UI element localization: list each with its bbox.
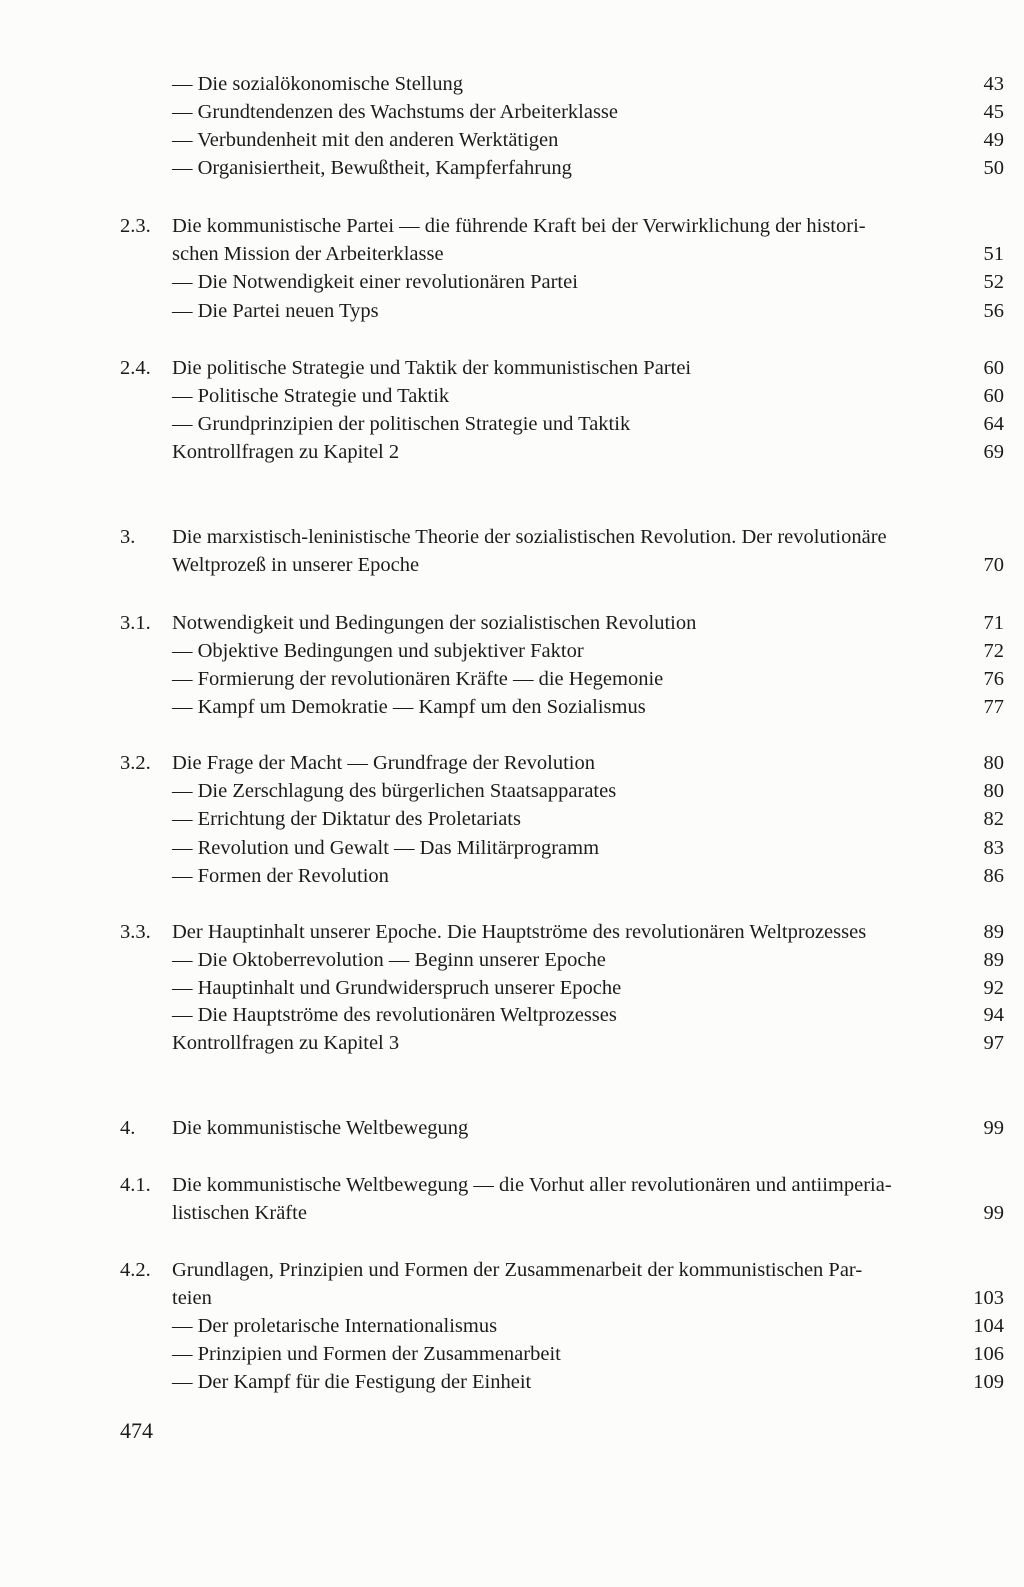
- entry-title: — Organisiertheit, Bewußtheit, Kampferfahrung: [172, 157, 572, 179]
- toc-entry: [0, 240, 1024, 268]
- entry-page: 70: [983, 554, 1004, 576]
- entry-title: — Prinzipien und Formen der Zusammenarbeit: [172, 1343, 561, 1365]
- toc-entry: [0, 523, 1024, 551]
- entry-title: — Die Partei neuen Typs: [172, 300, 379, 322]
- toc-entry: [0, 693, 1024, 721]
- toc-entry: [0, 1001, 1024, 1029]
- entry-page: 106: [973, 1343, 1004, 1365]
- toc-entry: [0, 438, 1024, 466]
- entry-title: schen Mission der Arbeiterklasse: [172, 243, 444, 265]
- entry-page: 60: [983, 385, 1004, 407]
- toc-entry: [0, 382, 1024, 410]
- entry-title: listischen Kräfte: [172, 1202, 307, 1224]
- toc-entry: [0, 749, 1024, 777]
- toc-entry: [0, 918, 1024, 946]
- entry-title: — Errichtung der Diktatur des Proletariats: [172, 808, 521, 830]
- entry-page: 52: [983, 271, 1004, 293]
- toc-entry: [0, 805, 1024, 833]
- entry-title: — Der Kampf für die Festigung der Einheit: [172, 1371, 532, 1393]
- toc-entry: [0, 665, 1024, 693]
- toc-entry: [0, 862, 1024, 890]
- section-number: 3.2.: [120, 752, 151, 774]
- section-number: 4.2.: [120, 1259, 151, 1281]
- entry-title: — Formierung der revolutionären Kräfte — die Hegemonie: [172, 668, 664, 690]
- entry-page: 80: [983, 752, 1004, 774]
- section-number: 4.1.: [120, 1174, 151, 1196]
- toc-entry: [0, 268, 1024, 296]
- toc-entry: [0, 1114, 1024, 1142]
- toc-entry: [0, 154, 1024, 182]
- toc-entry: [0, 777, 1024, 805]
- toc-entry: [0, 297, 1024, 325]
- entry-page: 80: [983, 780, 1004, 802]
- toc-entry: [0, 354, 1024, 382]
- toc-entry: [0, 126, 1024, 154]
- entry-title: — Objektive Bedingungen und subjektiver Faktor: [172, 640, 584, 662]
- entry-title: — Die Notwendigkeit einer revolutionären Partei: [172, 271, 578, 293]
- toc-entry: [0, 1256, 1024, 1284]
- entry-title: Weltprozeß in unserer Epoche: [172, 554, 420, 576]
- toc-entry: [0, 834, 1024, 862]
- toc-entry: [0, 1029, 1024, 1057]
- entry-page: 56: [983, 300, 1004, 322]
- entry-title: — Revolution und Gewalt — Das Militärprogramm: [172, 837, 600, 859]
- entry-title: Grundlagen, Prinzipien und Formen der Zusammenarbeit der kommunistischen Par-: [172, 1259, 863, 1281]
- entry-page: 89: [983, 949, 1004, 971]
- entry-page: 51: [983, 243, 1004, 265]
- toc-entry: [0, 1171, 1024, 1199]
- entry-page: 99: [983, 1117, 1004, 1139]
- toc-entry: [0, 1312, 1024, 1340]
- toc-entry: [0, 1199, 1024, 1227]
- section-number: 4.: [120, 1117, 136, 1139]
- entry-title: — Grundtendenzen des Wachstums der Arbeiterklasse: [172, 101, 618, 123]
- entry-page: 94: [983, 1004, 1004, 1026]
- entry-title: teien: [172, 1287, 212, 1309]
- entry-page: 72: [983, 640, 1004, 662]
- entry-title: — Politische Strategie und Taktik: [172, 385, 450, 407]
- page-number: 474: [120, 1418, 153, 1443]
- toc-entry: [0, 637, 1024, 665]
- entry-title: Die marxistisch-leninistische Theorie der sozialistischen Revolution. Der revolutionäre: [172, 526, 887, 548]
- entry-title: — Verbundenheit mit den anderen Werktätigen: [172, 129, 559, 151]
- entry-page: 86: [983, 865, 1004, 887]
- entry-page: 43: [983, 73, 1004, 95]
- section-number: 2.4.: [120, 357, 151, 379]
- entry-page: 89: [983, 921, 1004, 943]
- entry-title: — Die Zerschlagung des bürgerlichen Staatsapparates: [172, 780, 617, 802]
- entry-page: 60: [983, 357, 1004, 379]
- entry-page: 104: [973, 1315, 1004, 1337]
- toc-entry: [0, 410, 1024, 438]
- section-number: 3.: [120, 526, 136, 548]
- entry-title: — Hauptinhalt und Grundwiderspruch unserer Epoche: [172, 977, 622, 999]
- entry-title: Die kommunistische Weltbewegung — die Vorhut aller revolutionären und antiimperia-: [172, 1174, 892, 1196]
- toc-entry: [0, 98, 1024, 126]
- toc-entry: [0, 212, 1024, 240]
- entry-title: — Die Hauptströme des revolutionären Weltprozesses: [172, 1004, 617, 1026]
- entry-page: 77: [983, 696, 1004, 718]
- entry-title: Der Hauptinhalt unserer Epoche. Die Hauptströme des revolutionären Weltprozesses: [172, 921, 867, 943]
- toc-entry: [0, 70, 1024, 98]
- entry-title: — Die Oktoberrevolution — Beginn unserer Epoche: [172, 949, 606, 971]
- toc-entry: [0, 974, 1024, 1002]
- entry-page: 83: [983, 837, 1004, 859]
- toc-entry: [0, 609, 1024, 637]
- section-number: 3.3.: [120, 921, 151, 943]
- toc-entry: [0, 946, 1024, 974]
- entry-title: — Grundprinzipien der politischen Strategie und Taktik: [172, 413, 631, 435]
- entry-page: 76: [983, 668, 1004, 690]
- entry-page: 49: [983, 129, 1004, 151]
- toc-entry: [0, 1368, 1024, 1396]
- entry-page: 69: [983, 441, 1004, 463]
- entry-page: 82: [983, 808, 1004, 830]
- entry-page: 99: [983, 1202, 1004, 1224]
- entry-title: Kontrollfragen zu Kapitel 3: [172, 1032, 400, 1054]
- entry-page: 71: [983, 612, 1004, 634]
- entry-title: — Der proletarische Internationalismus: [172, 1315, 498, 1337]
- entry-title: — Kampf um Demokratie — Kampf um den Sozialismus: [172, 696, 646, 718]
- toc-entry: [0, 1340, 1024, 1368]
- entry-page: 97: [983, 1032, 1004, 1054]
- toc-entry: [0, 551, 1024, 579]
- entry-title: — Formen der Revolution: [172, 865, 389, 887]
- entry-title: — Die sozialökonomische Stellung: [172, 73, 463, 95]
- entry-page: 45: [983, 101, 1004, 123]
- entry-title: Die kommunistische Weltbewegung: [172, 1117, 469, 1139]
- section-number: 2.3.: [120, 215, 151, 237]
- entry-page: 109: [973, 1371, 1004, 1393]
- entry-page: 92: [983, 977, 1004, 999]
- toc-entry: [0, 1284, 1024, 1312]
- entry-title: Die politische Strategie und Taktik der kommunistischen Partei: [172, 357, 692, 379]
- entry-page: 103: [973, 1287, 1004, 1309]
- section-number: 3.1.: [120, 612, 151, 634]
- entry-title: Die Frage der Macht — Grundfrage der Revolution: [172, 752, 595, 774]
- entry-title: Notwendigkeit und Bedingungen der sozialistischen Revolution: [172, 612, 697, 634]
- entry-title: Die kommunistische Partei — die führende Kraft bei der Verwirklichung der histori-: [172, 215, 866, 237]
- entry-page: 50: [983, 157, 1004, 179]
- entry-title: Kontrollfragen zu Kapitel 2: [172, 441, 400, 463]
- entry-page: 64: [983, 413, 1004, 435]
